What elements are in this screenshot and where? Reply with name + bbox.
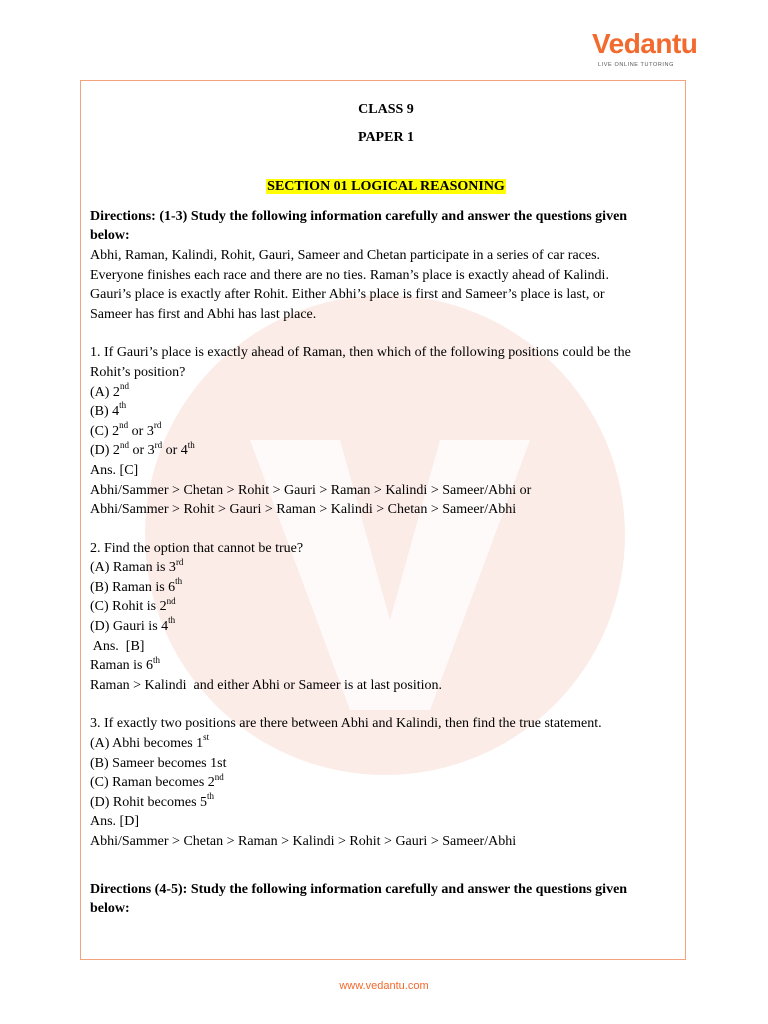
directions-1-passage xyxy=(90,246,682,324)
passage-line: Everyone finishes each race and there are no ties. Raman’s place is exactly ahead of Kalindi. xyxy=(90,267,609,283)
passage-line: Abhi, Raman, Kalindi, Rohit, Gauri, Sameer and Chetan participate in a series of car races. xyxy=(90,247,601,263)
directions-2-heading-line2: below: xyxy=(90,901,130,917)
question-1-option-c: (C) 2nd or 3rd xyxy=(90,420,162,439)
question-2-option-d: (D) Gauri is 4th xyxy=(90,615,176,635)
passage-line: Gauri’s place is exactly after Rohit. Either Abhi’s place is first and Sameer’s place is last, or xyxy=(90,287,605,303)
section-heading: SECTION 01 LOGICAL REASONING xyxy=(267,179,505,195)
directions-1-heading-line1: Directions: (1-3) Study the following information carefully and answer the questions given xyxy=(90,208,628,224)
logo-wordmark: Vedantu xyxy=(592,28,698,59)
directions-1-heading-line2: below: xyxy=(90,228,130,244)
question-2-option-c: (C) Rohit is 2nd xyxy=(90,595,176,615)
question-3-option-b: (B) Sameer becomes 1st xyxy=(90,755,227,771)
question-3-option-c: (C) Raman becomes 2nd xyxy=(90,771,224,791)
question-3-option-d: (D) Rohit becomes 5th xyxy=(90,791,215,810)
vedantu-logo xyxy=(592,28,698,76)
directions-1-heading xyxy=(90,207,682,246)
question-3-answer: Ans. [D] xyxy=(90,814,139,830)
question-3-explanation: Abhi/Sammer > Chetan > Raman > Kalindi > Rohit > Gauri > Sameer/Abhi xyxy=(90,834,517,849)
question-2 xyxy=(90,539,682,696)
question-1 xyxy=(90,343,682,519)
question-1-option-b: (B) 4th xyxy=(90,400,127,420)
question-2-answer: Ans. [B] xyxy=(90,638,145,654)
question-2-explanation: Raman > Kalindi and either Abhi or Sameer is at last position. xyxy=(90,677,442,693)
directions-2-heading-line1: Directions (4-5): Study the following information carefully and answer the questions given xyxy=(90,881,628,897)
logo-tagline: LIVE ONLINE TUTORING xyxy=(598,62,674,68)
question-3-option-a: (A) Abhi becomes 1st xyxy=(90,732,210,752)
class-heading: CLASS 9 xyxy=(358,102,414,117)
question-2-text: 2. Find the option that cannot be true? xyxy=(90,540,304,556)
section-heading-wrap xyxy=(90,177,682,197)
passage-line: Sameer has first and Abhi has last place. xyxy=(90,306,317,322)
paper-heading: PAPER 1 xyxy=(357,129,415,145)
question-3 xyxy=(90,714,682,851)
question-1-text: 1. If Gauri’s place is exactly ahead of Raman, then which of the following positions could be the xyxy=(90,345,631,361)
question-1-answer: Ans. [C] xyxy=(90,462,139,478)
question-2-option-a: (A) Raman is 3rd xyxy=(90,556,184,576)
question-1-text-cont: Rohit’s position? xyxy=(90,364,186,380)
question-1-option-a: (A) 2nd xyxy=(90,380,129,400)
question-1-option-d: (D) 2nd or 3rd or 4th xyxy=(90,439,195,459)
question-2-explanation: Raman is 6th xyxy=(90,654,161,674)
directions-2-heading xyxy=(90,880,682,919)
question-1-explanation: Abhi/Sammer > Chetan > Rohit > Gauri > Raman > Kalindi > Sameer/Abhi or xyxy=(90,482,532,498)
question-3-text: 3. If exactly two positions are there between Abhi and Kalindi, then find the true statement. xyxy=(90,716,602,732)
question-1-explanation: Abhi/Sammer > Rohit > Gauri > Raman > Kalindi > Chetan > Sameer/Abhi xyxy=(90,502,517,518)
footer-url[interactable]: www.vedantu.com xyxy=(339,980,429,992)
question-2-option-b: (B) Raman is 6th xyxy=(90,576,183,595)
document-body xyxy=(90,96,682,919)
